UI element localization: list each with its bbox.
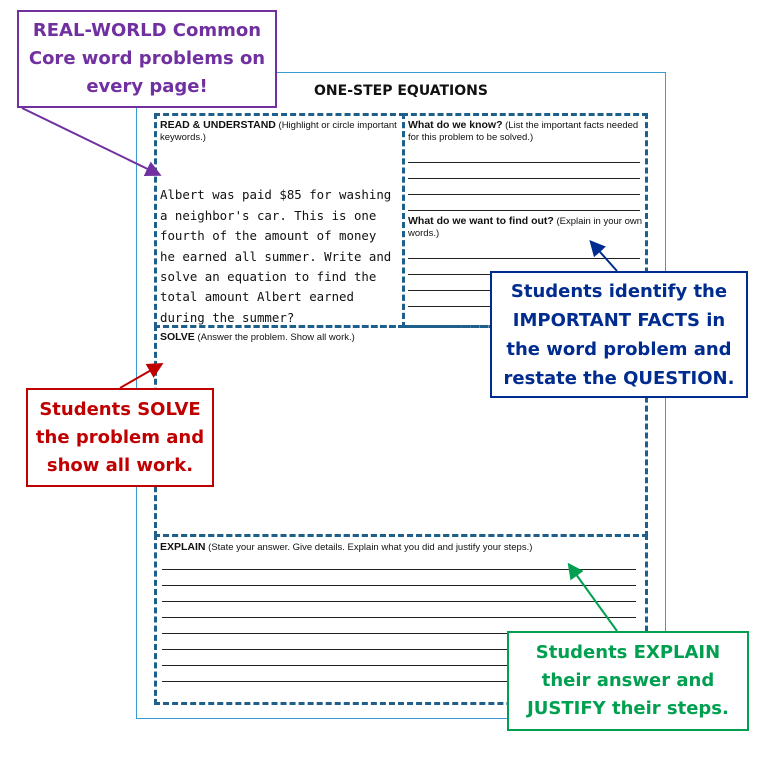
- answer-line[interactable]: [408, 290, 490, 291]
- answer-line[interactable]: [408, 162, 640, 163]
- answer-line[interactable]: [162, 617, 636, 618]
- callout-real-world: REAL-WORLD Common Core word problems on every page!: [17, 10, 277, 108]
- word-problem-text: [160, 165, 400, 328]
- answer-line[interactable]: [408, 178, 640, 179]
- answer-line[interactable]: [408, 274, 490, 275]
- answer-line[interactable]: [162, 633, 507, 634]
- what-to-find-heading: What do we want to find out? (Explain in your own words.): [408, 215, 642, 239]
- answer-line[interactable]: [162, 569, 636, 570]
- answer-line[interactable]: [408, 194, 640, 195]
- callout-explain: Students EXPLAIN their answer and JUSTIFY their steps.: [507, 631, 749, 731]
- problem-line: during the summer?: [160, 309, 295, 325]
- explain-heading: EXPLAIN (State your answer. Give details. Explain what you did and justify your steps.): [160, 541, 533, 553]
- answer-line[interactable]: [162, 585, 636, 586]
- problem-line: total amount Albert earned: [160, 289, 354, 305]
- answer-line[interactable]: [162, 649, 507, 650]
- problem-line: fourth of the amount of money: [160, 228, 377, 244]
- answer-line[interactable]: [408, 306, 490, 307]
- what-we-know-heading: What do we know? (List the important facts needed for this problem to be solved.): [408, 119, 639, 143]
- problem-line: Albert was paid $85 for washing: [160, 187, 392, 203]
- worksheet-title: ONE-STEP EQUATIONS: [314, 83, 488, 99]
- read-understand-heading: READ & UNDERSTAND (Highlight or circle important keywords.): [160, 119, 397, 143]
- callout-solve: Students SOLVE the problem and show all work.: [26, 388, 214, 487]
- solve-heading: SOLVE (Answer the problem. Show all work.): [160, 331, 355, 343]
- callout-important-facts: Students identify the IMPORTANT FACTS in the word problem and restate the QUESTION.: [490, 271, 748, 398]
- answer-line[interactable]: [162, 665, 507, 666]
- answer-line[interactable]: [408, 210, 640, 211]
- answer-line[interactable]: [162, 601, 636, 602]
- problem-line: solve an equation to find the: [160, 269, 377, 285]
- problem-line: a neighbor's car. This is one: [160, 207, 377, 223]
- problem-line: he earned all summer. Write and: [160, 248, 392, 264]
- answer-line[interactable]: [408, 258, 640, 259]
- answer-line[interactable]: [162, 681, 507, 682]
